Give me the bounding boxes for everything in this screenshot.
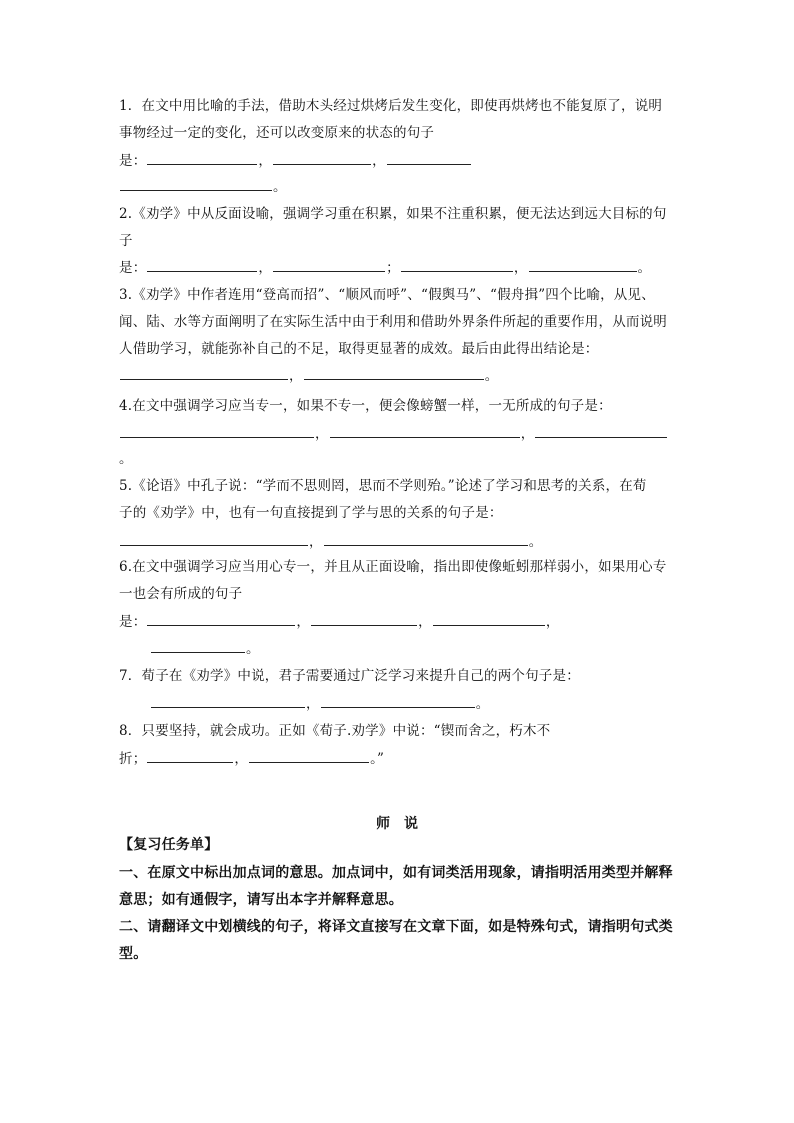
- answer-blank[interactable]: [433, 613, 545, 626]
- q6-answer-line: [119, 612, 560, 632]
- separator: ，: [306, 696, 320, 712]
- answer-blank[interactable]: [304, 367, 484, 380]
- q4-end-line: [119, 449, 133, 469]
- q4-answer-line: [119, 424, 668, 444]
- separator: ，: [234, 751, 249, 767]
- q6-line2: 一也会有所成的句子: [119, 586, 243, 602]
- answer-blank[interactable]: [273, 152, 371, 165]
- q1-answer-line2: [119, 177, 287, 197]
- q2-line2: 子: [119, 233, 133, 249]
- task1-line2: 意思；如有通假字，请写出本字并解释意思。: [119, 892, 403, 908]
- end-mark: 。”: [370, 751, 385, 767]
- q7-answer-line: [150, 694, 489, 714]
- q3-line1: 3.《劝学》中作者连用“登高而招”、“顺风而呼”、“假舆马”、“假舟揖”四个比喻，从见、: [119, 287, 655, 303]
- separator: ，: [258, 260, 273, 276]
- answer-blank[interactable]: [120, 178, 272, 191]
- separator: ，: [289, 368, 303, 384]
- q1-line2: 事物经过一定的变化，还可以改变原来的状态的句子: [119, 125, 435, 141]
- q2-answer-line: [119, 258, 651, 278]
- q8-answer-line: [119, 749, 384, 769]
- answer-prefix: 折；: [119, 751, 147, 767]
- q5-line2: 子的《劝学》中，也有一句直接提到了学与思的关系的句子是：: [119, 505, 503, 521]
- q1-line1: 1．在文中用比喻的手法，借助木头经过烘烤后发生变化，即使再烘烤也不能复原了，说明: [119, 98, 663, 114]
- separator: ；: [386, 260, 400, 276]
- separator: ，: [296, 614, 311, 630]
- answer-blank[interactable]: [151, 695, 305, 708]
- answer-blank[interactable]: [147, 152, 257, 165]
- separator: ，: [513, 260, 528, 276]
- end-mark: 。: [475, 696, 490, 712]
- answer-blank[interactable]: [147, 613, 295, 626]
- end-mark: 。: [119, 451, 133, 467]
- end-mark: 。: [246, 641, 260, 657]
- answer-prefix: 是：: [119, 153, 147, 169]
- answer-blank[interactable]: [321, 695, 475, 708]
- answer-blank[interactable]: [147, 750, 233, 763]
- answer-blank[interactable]: [120, 367, 288, 380]
- section-title: 师说: [376, 816, 432, 832]
- answer-blank[interactable]: [311, 613, 417, 626]
- separator: ，: [258, 153, 273, 169]
- q3-line2: 闻、陆、水等方面阐明了在实际生活中由于利用和借助外界条件所起的重要作用，从而说明: [119, 314, 667, 330]
- answer-prefix: 是：: [119, 614, 147, 630]
- end-mark: 。: [528, 534, 543, 550]
- answer-blank[interactable]: [401, 259, 513, 272]
- q3-line3: 人借助学习，就能弥补自己的不足，取得更显著的成效。最后由此得出结论是：: [119, 341, 599, 357]
- task-header: 【复习任务单】: [119, 837, 219, 853]
- answer-blank[interactable]: [535, 425, 667, 438]
- q6-answer-line2: [150, 639, 260, 659]
- task2-line1: 二、请翻译文中划横线的句子，将译文直接写在文章下面，如是特殊句式，请指明句式类: [119, 919, 673, 935]
- separator: ，: [545, 614, 560, 630]
- answer-blank[interactable]: [147, 259, 257, 272]
- answer-blank[interactable]: [273, 259, 385, 272]
- task1-line1: 一、在原文中标出加点词的意思。加点词中，如有词类活用现象，请指明活用类型并解释: [119, 865, 673, 881]
- answer-blank[interactable]: [387, 152, 471, 165]
- answer-blank[interactable]: [151, 640, 245, 653]
- separator: ，: [315, 426, 329, 442]
- answer-blank[interactable]: [324, 533, 528, 546]
- separator: ，: [418, 614, 432, 630]
- q2-line1: 2.《劝学》中从反面设喻，强调学习重在积累，如果不注重积累，便无法达到远大目标的句: [119, 206, 667, 222]
- q5-answer-line: [119, 532, 542, 552]
- q1-answer-line: [119, 151, 472, 171]
- q4-line1: 4.在文中强调学习应当专一，如果不专一，便会像螃蟹一样，一无所成的句子是：: [119, 398, 612, 414]
- separator: ，: [309, 534, 323, 550]
- end-mark: 。: [637, 260, 652, 276]
- q8-line1: 8．只要坚持，就会成功。正如《荀子.劝学》中说：“锲而舍之，朽木不: [119, 723, 551, 739]
- answer-blank[interactable]: [249, 750, 369, 763]
- answer-blank[interactable]: [120, 425, 314, 438]
- q7-line1: 7．荀子在《劝学》中说，君子需要通过广泛学习来提升自己的两个句子是：: [119, 668, 580, 684]
- q5-line1: 5.《论语》中孔子说：“学而不思则罔，思而不学则殆。”论述了学习和思考的关系，在荀: [119, 478, 647, 494]
- q3-answer-line: [119, 366, 498, 386]
- end-mark: 。: [484, 368, 499, 384]
- answer-blank[interactable]: [529, 259, 637, 272]
- q6-line1: 6.在文中强调学习应当用心专一，并且从正面设喻，指出即使像蚯蚓那样弱小，如果用心专: [119, 559, 667, 575]
- answer-prefix: 是：: [119, 260, 147, 276]
- separator: ，: [372, 153, 386, 169]
- separator: ，: [520, 426, 535, 442]
- answer-blank[interactable]: [330, 425, 520, 438]
- task2-line2: 型。: [119, 946, 148, 962]
- end-mark: 。: [273, 179, 287, 195]
- answer-blank[interactable]: [120, 533, 308, 546]
